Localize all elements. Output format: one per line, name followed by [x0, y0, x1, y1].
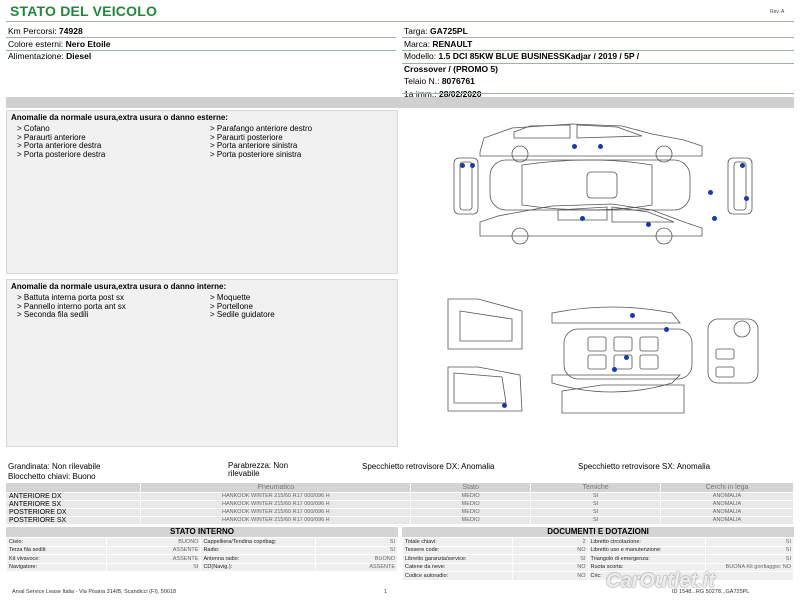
revision-label: Rev. A [770, 9, 785, 15]
list-item: > Portellone [210, 301, 253, 311]
page-title: STATO DEL VEICOLO [10, 3, 158, 19]
table-row [6, 516, 794, 524]
interior-car-drawing [402, 279, 794, 447]
list-item: > Moquette [210, 293, 251, 302]
damage-marker [712, 216, 717, 221]
field-value: 2 [512, 538, 588, 547]
table-row [6, 500, 794, 508]
documents-title: DOCUMENTI E DOTAZIONI [402, 527, 794, 537]
tyre-rim: ANOMALIA [661, 516, 794, 524]
kit-value: NO [782, 564, 791, 571]
table-row [6, 492, 794, 500]
interior-list-1 [17, 294, 126, 320]
brand-value: RENAULT [432, 38, 473, 49]
tyre-temp: SI [531, 500, 661, 508]
hail-status: Grandinata: Non rilevabile [8, 462, 101, 471]
tyre-temp: SI [531, 492, 661, 500]
field-value: SI [316, 546, 398, 555]
windshield-value: rilevabile [228, 469, 260, 478]
field-label: Libretto circolazione: [588, 538, 706, 547]
plate-label: Targa: [404, 26, 428, 36]
list-item: > Paraurti anteriore [17, 132, 86, 142]
damage-marker [664, 327, 669, 332]
tyre-rim: ANOMALIA [661, 500, 794, 508]
windshield-status [228, 462, 288, 478]
damage-marker [646, 222, 651, 227]
exterior-title: Anomalie da normale usura,extra usura o danno esterne: [11, 113, 228, 122]
field-label: Libretto garanzia/service: [403, 555, 513, 564]
field-value [706, 563, 794, 572]
fuel-row [8, 50, 398, 63]
field-value: SI [706, 555, 794, 564]
footer-page-number: 1 [384, 589, 388, 595]
frame-row [404, 75, 794, 88]
field-value: SI [316, 538, 398, 547]
brand-row [404, 38, 794, 51]
table-row [7, 555, 398, 564]
table-header: Temiche [531, 483, 661, 492]
mirror-dx-status: Specchietto retrovisore DX: Anomalia [362, 462, 495, 471]
field-label: Ruota scorta: [588, 563, 706, 572]
list-item: > Sedile guidatore [210, 310, 275, 319]
info-divider-4 [402, 50, 794, 51]
exterior-car-drawing [402, 110, 794, 274]
table-row [7, 546, 398, 555]
table-row [403, 555, 794, 564]
interior-anomalies-panel [6, 279, 398, 447]
tyres-table [6, 483, 794, 524]
field-value [706, 572, 794, 581]
internal-state-title: STATO INTERNO [6, 527, 398, 537]
kit-label: Kit gonfiaggio: [746, 564, 782, 571]
field-value: BUONO [316, 555, 398, 564]
tyre-position: ANTERIORE DX [6, 492, 141, 500]
field-value: SI [512, 555, 588, 564]
tyre-temp: SI [531, 508, 661, 516]
damage-marker [598, 144, 603, 149]
field-label: Codice autoradio: [403, 572, 513, 581]
field-value: ASSENTE [106, 555, 201, 564]
table-header [6, 483, 141, 492]
tyre-position: ANTERIORE SX [6, 500, 141, 508]
field-label: Cric: [588, 572, 706, 581]
exterior-anomalies-panel [6, 110, 398, 274]
color-value: Nero Etoile [65, 38, 111, 49]
km-label: Km Percorsi: [8, 26, 57, 36]
tyre-model: HANKOOK WINTER 215/60 R17 000/096 H [141, 500, 411, 508]
model-label: Modello: [404, 51, 437, 61]
model-value-1: 1.5 DCI 85KW BLUE BUSINESSKadjar / 2019 / 5P / [438, 51, 640, 61]
color-label: Colore esterni: [8, 38, 64, 49]
field-label: Totale chiavi: [403, 538, 513, 547]
damage-marker [624, 355, 629, 360]
tyre-state: MEDIO [411, 492, 531, 500]
list-item: > Porta posteriore destra [17, 149, 106, 159]
field-label: Antenna radio: [201, 555, 316, 564]
tyre-model: HANKOOK WINTER 215/60 R17 000/096 H [141, 516, 411, 524]
info-divider-3 [402, 37, 794, 38]
watermark-logo: CarOutlet.it [606, 570, 715, 592]
tyre-model: HANKOOK WINTER 215/60 R17 000/096 H [141, 492, 411, 500]
frame-label: Telaio N.: [404, 76, 440, 86]
documents-box [402, 527, 794, 581]
table-row [403, 538, 794, 547]
tyre-state: MEDIO [411, 500, 531, 508]
table-row [7, 563, 398, 572]
interior-car-diagram [402, 279, 794, 447]
list-item: > Pannello interno porta ant sx [17, 301, 126, 311]
damage-marker [580, 216, 585, 221]
damage-marker [470, 163, 475, 168]
frame-value: 8076761 [441, 76, 475, 86]
documents-table [402, 537, 794, 581]
header-divider [6, 21, 794, 22]
footer-code: ID 1548...RG 50278...GA725PL [672, 589, 750, 595]
km-value: 74928 [59, 26, 83, 36]
exterior-list-2 [210, 125, 312, 159]
field-value: NO [512, 572, 588, 581]
table-header: Stato [411, 483, 531, 492]
info-divider-5 [402, 63, 794, 64]
damage-marker [502, 403, 507, 408]
tyre-rim: ANOMALIA [661, 492, 794, 500]
damage-marker [460, 163, 465, 168]
info-divider-6 [402, 93, 794, 94]
table-row [7, 538, 398, 547]
damage-marker [612, 367, 617, 372]
mirror-sx-status: Specchietto retrovisore SX: Anomalia [578, 462, 711, 471]
damage-marker [708, 190, 713, 195]
tyres-table-wrapper [6, 483, 794, 524]
table-row [403, 546, 794, 555]
internal-state-table [6, 537, 398, 572]
field-value: BUONO [106, 538, 201, 547]
interior-title: Anomalie da normale usura,extra usura o danno interne: [11, 282, 227, 291]
field-value: SI [106, 563, 201, 572]
info-divider-1 [6, 37, 396, 38]
field-label: Cielo: [7, 538, 107, 547]
tyre-state: MEDIO [411, 508, 531, 516]
list-item: > Battuta interna porta post sx [17, 293, 124, 302]
list-item: > Porta anteriore destra [17, 141, 102, 150]
field-label: Tessere code: [403, 546, 513, 555]
tyre-temp: SI [531, 516, 661, 524]
keylock-status: Blocchetto chiavi: Buono [8, 472, 96, 481]
table-header: Pneumatico [141, 483, 411, 492]
table-row [403, 572, 794, 581]
list-item: > Seconda fila sedili [17, 310, 89, 319]
tyre-position: POSTERIORE DX [6, 508, 141, 516]
list-item: > Parafango anteriore destro [210, 124, 313, 133]
exterior-list-1 [17, 125, 105, 159]
field-label: Cappelliera/Tendina copribag: [201, 538, 316, 547]
model-value-2: Crossover / (PROMO 5) [404, 63, 498, 74]
tyre-rim: ANOMALIA [661, 508, 794, 516]
list-item: > Paraurti posteriore [210, 132, 283, 142]
field-label: Catene da neve: [403, 563, 513, 572]
field-label: CD(Navig.): [201, 563, 316, 572]
plate-row [404, 25, 794, 38]
field-label: Navigatore: [7, 563, 107, 572]
table-row [403, 563, 794, 572]
damage-marker [572, 144, 577, 149]
field-label: Libretto uso e manutenzione: [588, 546, 706, 555]
field-value: SI [706, 546, 794, 555]
list-item: > Porta posteriore sinistra [210, 149, 302, 159]
field-value: ASSENTE [316, 563, 398, 572]
list-item: > Porta anteriore sinistra [210, 141, 298, 150]
plate-value: GA725PL [430, 26, 468, 36]
tyre-model: HANKOOK WINTER 215/60 R17 000/096 H [141, 508, 411, 516]
table-header-row [6, 483, 794, 492]
field-label: Terza fila sedili: [7, 546, 107, 555]
fuel-value: Diesel [66, 51, 92, 61]
field-value: NO [512, 563, 588, 572]
info-divider-2 [6, 50, 396, 51]
section-band [6, 97, 794, 108]
windshield-label: Parabrezza: Non [228, 461, 289, 470]
damage-marker [630, 313, 635, 318]
table-header: Cerchi in lega [661, 483, 794, 492]
km-row [8, 25, 398, 38]
vehicle-info-left [8, 25, 398, 63]
fuel-label: Alimentazione: [8, 51, 64, 61]
field-value: NO [512, 546, 588, 555]
damage-marker [740, 163, 745, 168]
damage-marker [744, 196, 749, 201]
list-item: > Cofano [17, 124, 50, 133]
field-value: SI [706, 538, 794, 547]
field-value: ASSENTE [106, 546, 201, 555]
field-label: Radio: [201, 546, 316, 555]
field-label: Kit vivavoce: [7, 555, 107, 564]
model-row [404, 50, 794, 63]
exterior-car-diagram [402, 110, 794, 274]
internal-state-box [6, 527, 398, 572]
color-row [8, 38, 398, 51]
model-row-2 [404, 63, 794, 76]
brand-label: Marca: [404, 38, 430, 49]
footer-company: Arval Service Lease Italia - Via Pisana 314/B, Scandicci (FI), 50018 [12, 589, 177, 595]
interior-list-2 [210, 294, 275, 320]
tyre-position: POSTERIORE SX [6, 516, 141, 524]
tyre-state: MEDIO [411, 516, 531, 524]
spare-wheel-value: BUONA [725, 564, 745, 571]
field-label: Triangolo di emergenza: [588, 555, 706, 564]
table-row [6, 508, 794, 516]
